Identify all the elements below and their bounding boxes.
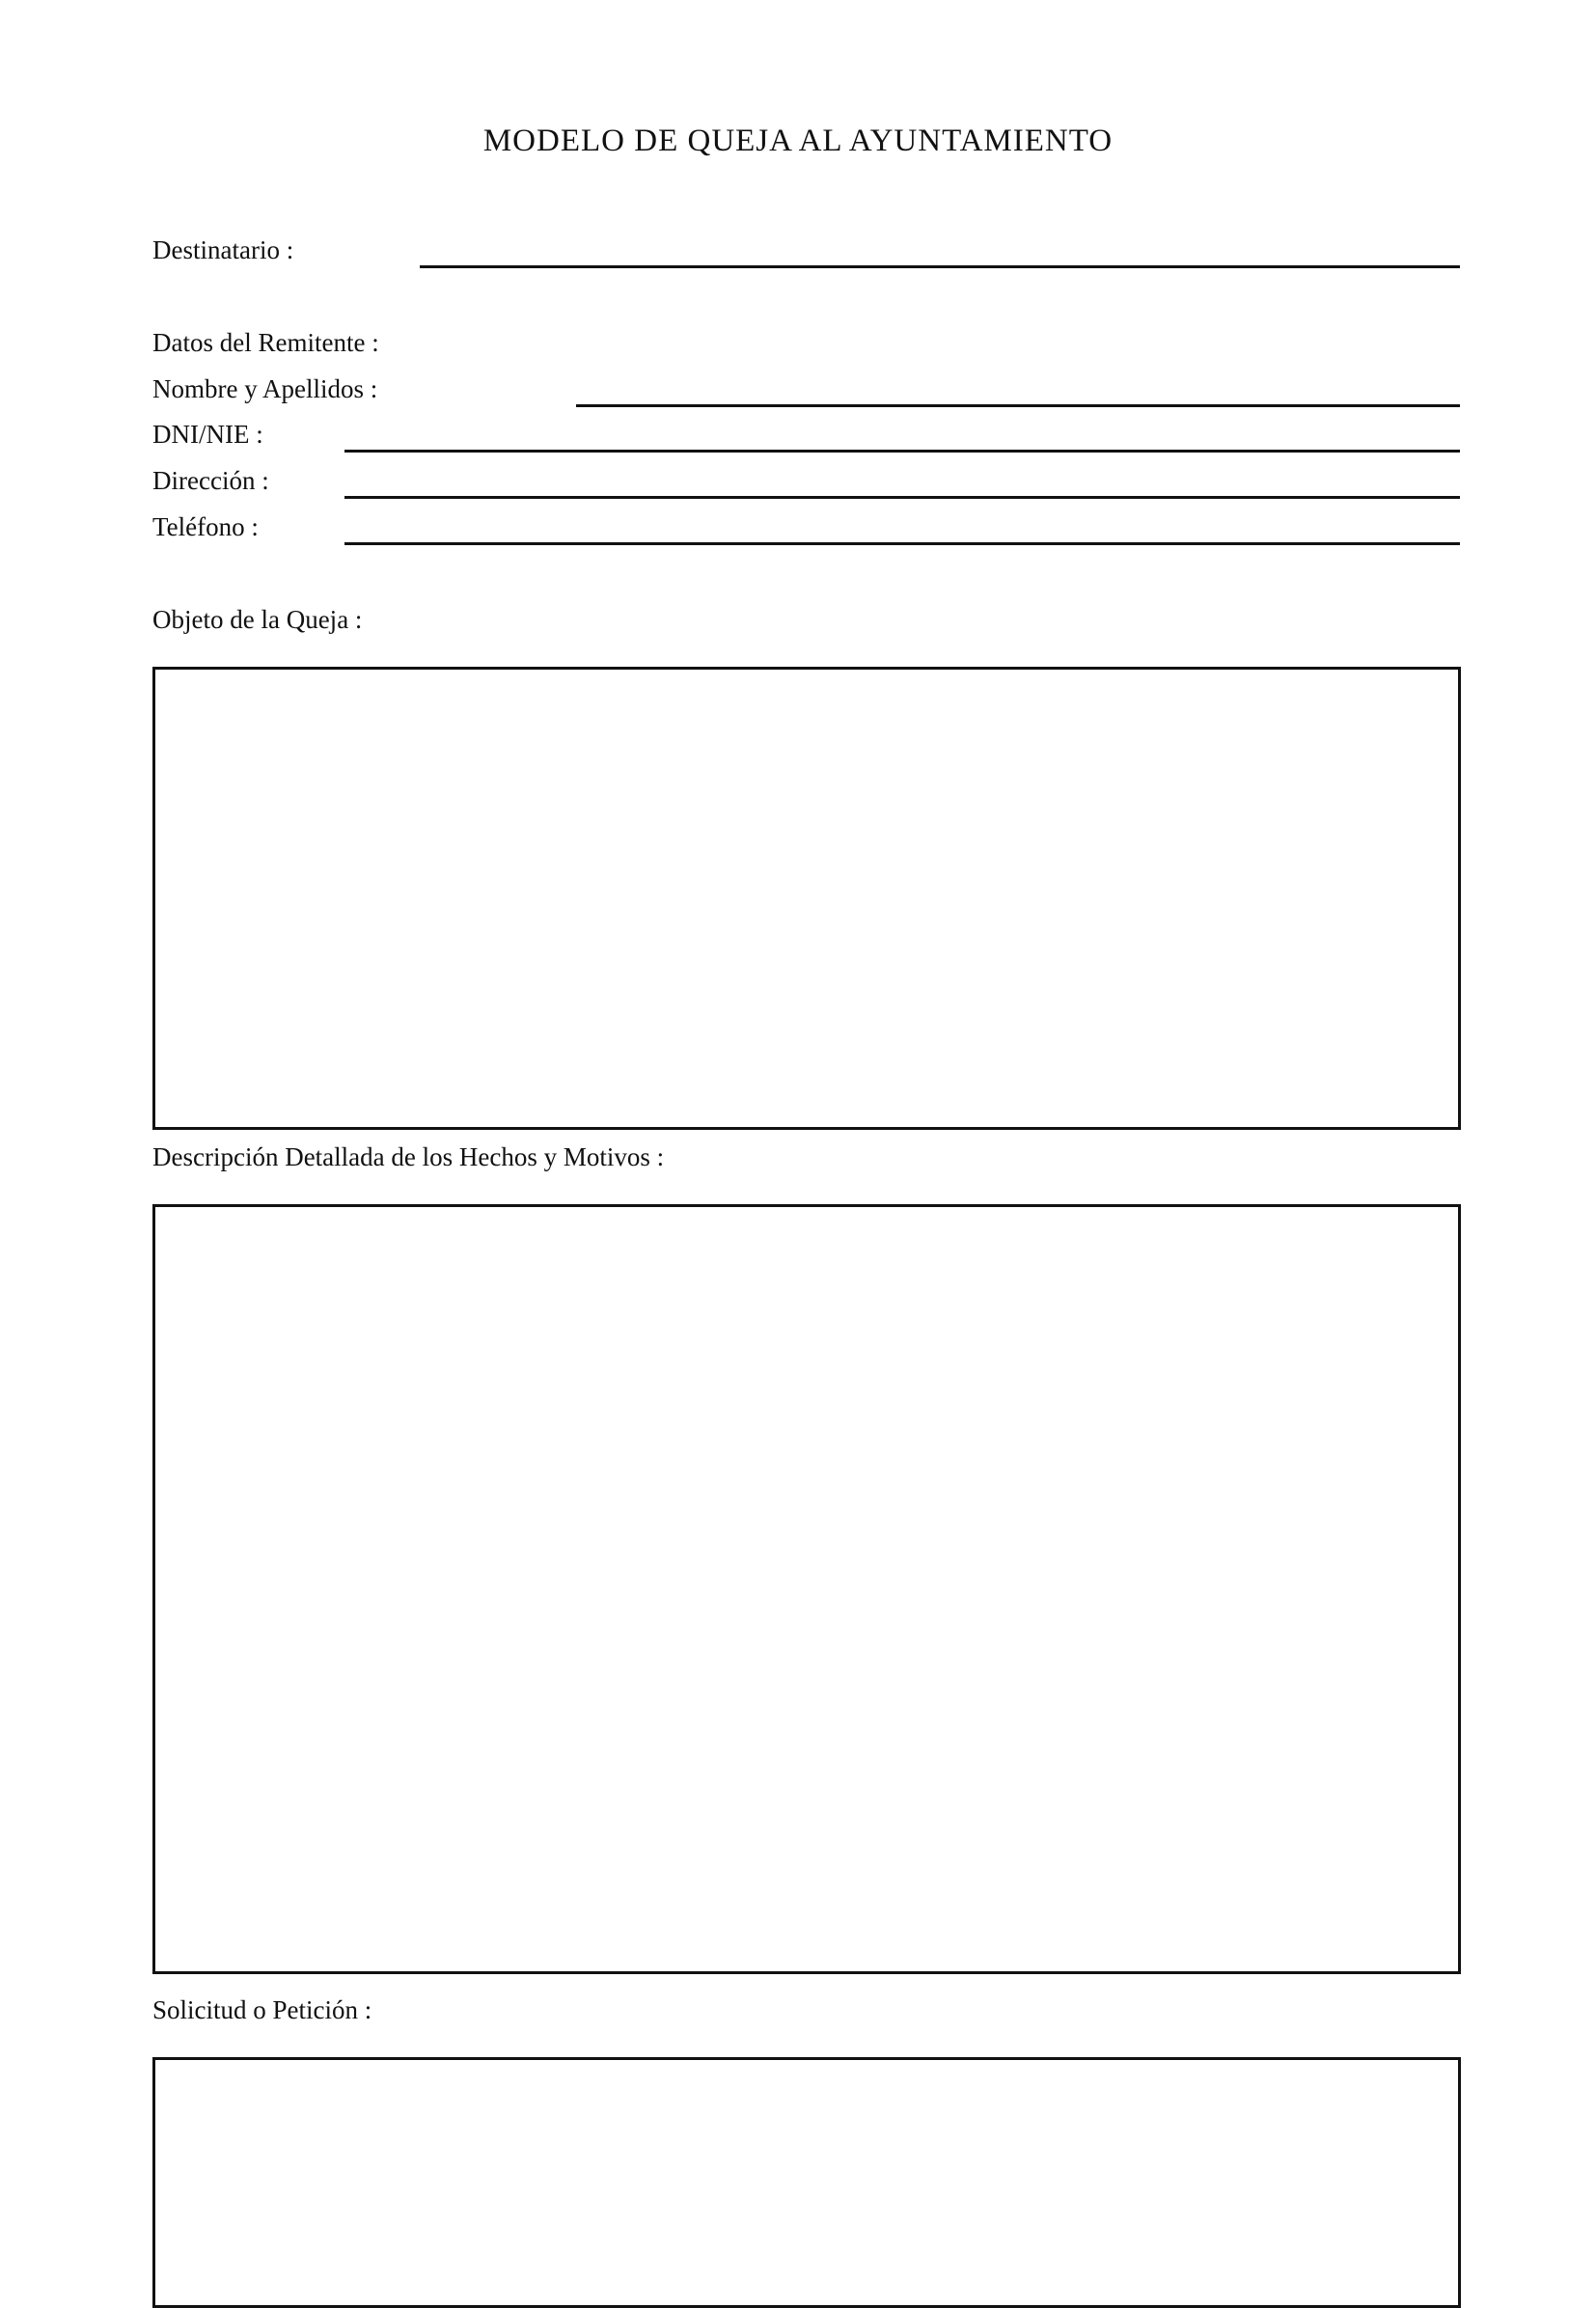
name-label: Nombre y Apellidos : [152,374,378,403]
phone-label: Teléfono : [152,512,259,541]
description-box[interactable] [152,1204,1461,1974]
sender-section-label: Datos del Remitente : [152,328,379,357]
recipient-label: Destinatario : [152,235,294,264]
address-label: Dirección : [152,466,269,495]
subject-box[interactable] [152,667,1461,1130]
phone-field[interactable] [344,542,1460,545]
id-field[interactable] [344,450,1460,453]
description-label: Descripción Detallada de los Hechos y Motivos : [152,1142,665,1171]
name-field[interactable] [576,404,1460,407]
request-label: Solicitud o Petición : [152,1995,372,2024]
subject-label: Objeto de la Queja : [152,605,363,634]
address-field[interactable] [344,496,1460,499]
page-title: MODELO DE QUEJA AL AYUNTAMIENTO [482,124,1114,158]
recipient-field[interactable] [420,265,1460,268]
id-label: DNI/NIE : [152,420,263,449]
request-box[interactable] [152,2057,1461,2308]
